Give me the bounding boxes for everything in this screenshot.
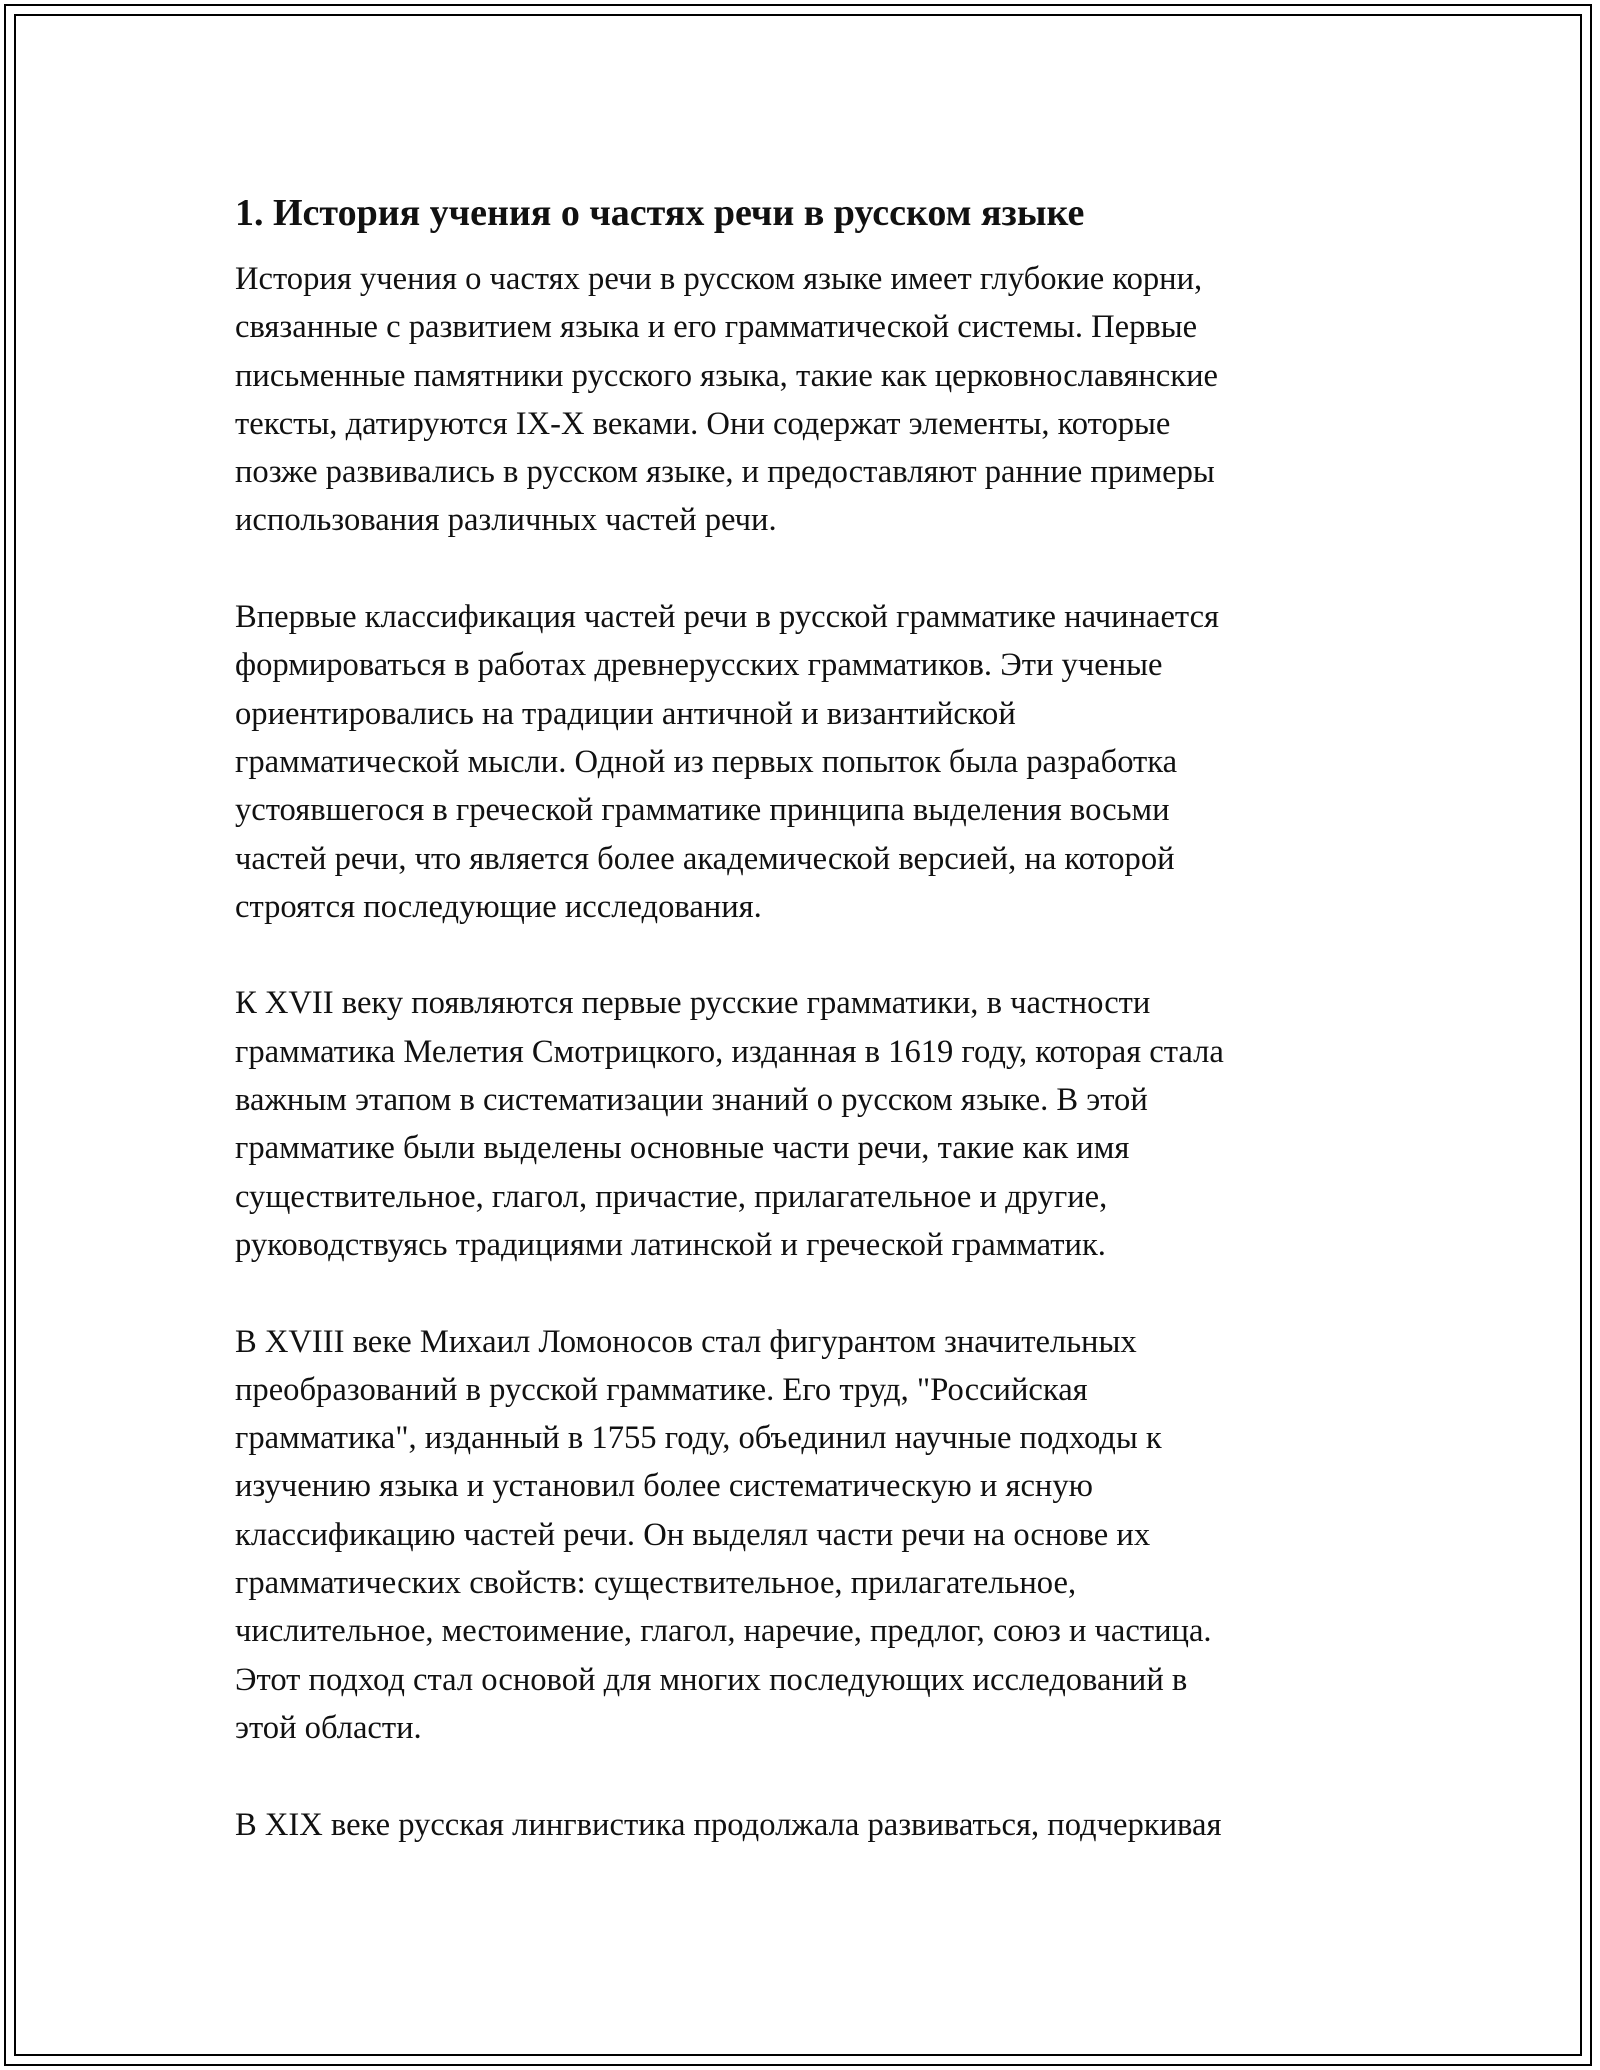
text-line: изучению языка и установил более систематическую и ясную xyxy=(235,1468,1093,1505)
section-heading: 1. История учения о частях речи в русском языке xyxy=(235,192,1085,234)
paragraph-4 xyxy=(235,1318,1385,1753)
text-line: В XIX веке русская лингвистика продолжала развиваться, подчеркивая xyxy=(235,1806,1222,1843)
text-line: Этот подход стал основой для многих последующих исследований в xyxy=(235,1661,1188,1698)
text-line: письменные памятники русского языка, такие как церковнославянские xyxy=(235,357,1218,394)
text-line: использования различных частей речи. xyxy=(235,502,777,539)
text-line: К XVII веку появляются первые русские грамматики, в частности xyxy=(235,985,1151,1022)
text-line: грамматических свойств: существительное, прилагательное, xyxy=(235,1565,1077,1602)
text-line: формироваться в работах древнерусских грамматиков. Эти ученые xyxy=(235,647,1163,684)
document-body xyxy=(235,185,1385,1897)
text-line: частей речи, что является более академической версией, на которой xyxy=(235,840,1175,877)
text-line: числительное, местоимение, глагол, наречие, предлог, союз и частица. xyxy=(235,1613,1212,1650)
text-line: тексты, датируются IX-X веками. Они содержат элементы, которые xyxy=(235,405,1171,442)
text-line: классификацию частей речи. Он выделял части речи на основе их xyxy=(235,1516,1151,1553)
text-line: В XVIII веке Михаил Ломоносов стал фигурантом значительных xyxy=(235,1323,1137,1360)
paragraph-5 xyxy=(235,1801,1385,1849)
text-line: грамматической мысли. Одной из первых попыток была разработка xyxy=(235,743,1178,780)
text-line: Впервые классификация частей речи в русской грамматике начинается xyxy=(235,599,1220,636)
text-line: ориентировались на традиции античной и византийской xyxy=(235,695,1016,732)
text-line: существительное, глагол, причастие, прилагательное и другие, xyxy=(235,1178,1108,1215)
paragraph-1 xyxy=(235,255,1385,545)
text-line: позже развивались в русском языке, и предоставляют ранние примеры xyxy=(235,454,1215,491)
text-line: руководствуясь традициями латинской и греческой грамматик. xyxy=(235,1226,1106,1263)
text-line: грамматика Мелетия Смотрицкого, изданная в 1619 году, которая стала xyxy=(235,1033,1224,1070)
text-line: связанные с развитием языка и его грамматической системы. Первые xyxy=(235,309,1198,346)
text-line: История учения о частях речи в русском языке имеет глубокие корни, xyxy=(235,261,1203,297)
text-line: этой области. xyxy=(235,1709,422,1746)
text-line: грамматике были выделены основные части речи, такие как имя xyxy=(235,1130,1130,1167)
text-line: грамматика", изданный в 1755 году, объединил научные подходы к xyxy=(235,1420,1162,1457)
paragraph-2 xyxy=(235,593,1385,931)
text-line: важным этапом в систематизации знаний о русском языке. В этой xyxy=(235,1082,1148,1119)
paragraph-3 xyxy=(235,979,1385,1269)
text-line: преобразований в русской грамматике. Его труд, "Российская xyxy=(235,1371,1088,1408)
text-line: строятся последующие исследования. xyxy=(235,888,762,925)
text-line: устоявшегося в греческой грамматике принципа выделения восьми xyxy=(235,792,1170,829)
